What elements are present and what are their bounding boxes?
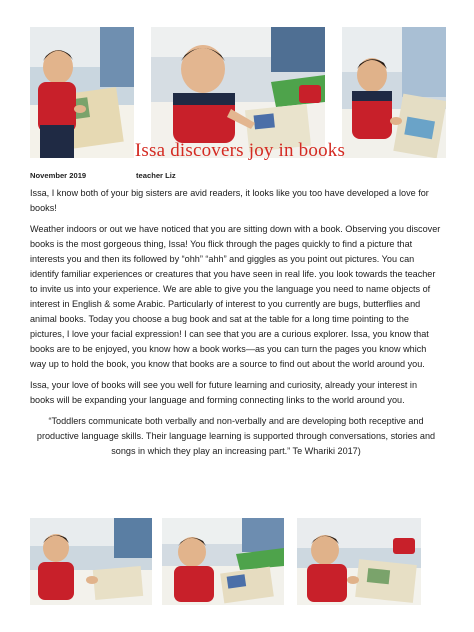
date-label: November 2019	[30, 171, 87, 180]
teacher-label: teacher Liz	[136, 171, 176, 180]
story-body	[30, 186, 442, 465]
paragraph-future: Issa, your love of books will see you well for future learning and curiosity, already your interest in books will be expanding your language and forming connecting links to the world around you.	[30, 380, 418, 405]
paragraph-observation: Weather indoors or out we have noticed that you are sitting down with a book. Observing you discover books is the most gorgeous thing, Issa! You flick through the pages quickly to find a picture that interests you and then its followed by “ohh” “ahh” and giggles as you point out pictures. You can identify familiar experiences or creatures that you have seen in real life. you look towards the teacher to invite us into your experience. We are able to give you the language you need to name objects of interest in English & some Arabic. Particularly of interest to you currently are bugs, butterflies and animal books. Today you choose a bug book and sat at the table for a long time pointing to the pictures, I love your facial expression! I can see that you are a curious explorer. Issa, you know that books are to be enjoyed, you know how a book works—as you can turn the pages you know which way up to hold the book, you know that books are a source to find out about the world around you.	[30, 224, 441, 369]
photo-toddler-turning-page	[162, 518, 284, 605]
paragraph-intro: Issa, I know both of your big sisters are avid readers, it looks like you too have developed a love for books!	[30, 188, 429, 213]
photo-toddler-reading	[30, 27, 134, 158]
photo-toddler-pointing	[151, 27, 325, 158]
page-title: Issa discovers joy in books	[134, 140, 346, 161]
photo-toddler-at-table	[30, 518, 152, 605]
photo-toddler-looking-at-pictures	[297, 518, 421, 605]
photo-toddler-smiling	[342, 27, 446, 158]
curriculum-quote: “Toddlers communicate both verbally and non-verbally and are developing both receptive and productive language skills. Their language learning is supported through conversations, stories and songs in which they play an increasing part.” Te Whariki 2017)	[36, 416, 436, 456]
